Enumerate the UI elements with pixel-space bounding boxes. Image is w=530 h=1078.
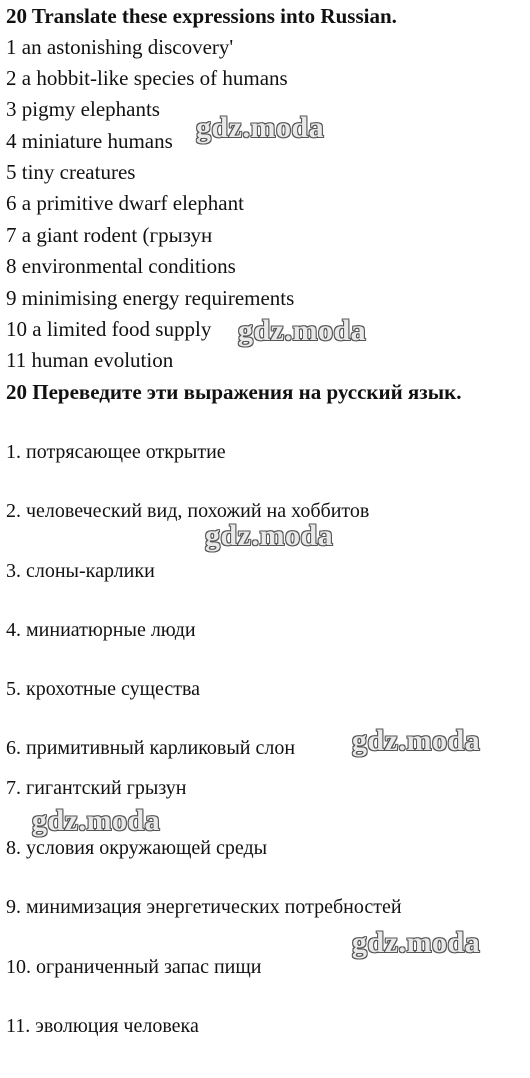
- russian-heading: 20 Переведите эти выражения на русский язык.: [6, 380, 462, 404]
- english-heading: 20 Translate these expressions into Russian.: [6, 4, 397, 28]
- russian-item-1: 1. потрясающее открытие: [6, 441, 226, 463]
- russian-item-4: 4. миниатюрные люди: [6, 619, 196, 641]
- english-item-8: 8 environmental conditions: [6, 254, 236, 278]
- english-item-11: 11 human evolution: [6, 348, 174, 372]
- english-item-3: 3 pigmy elephants: [6, 97, 160, 121]
- russian-item-8: 8. условия окружающей среды: [6, 837, 268, 859]
- russian-item-11: 11. эволюция человека: [6, 1015, 199, 1037]
- russian-item-5: 5. крохотные существа: [6, 678, 201, 700]
- russian-item-3: 3. слоны-карлики: [6, 560, 155, 582]
- english-item-6: 6 a primitive dwarf elephant: [6, 191, 244, 215]
- watermark: gdz.moda: [352, 926, 481, 959]
- watermark: gdz.moda: [32, 804, 161, 837]
- english-item-5: 5 tiny creatures: [6, 160, 136, 184]
- russian-item-6: 6. примитивный карликовый слон: [6, 737, 296, 759]
- russian-item-7: 7. гигантский грызун: [6, 777, 187, 799]
- watermark: gdz.moda: [238, 314, 367, 347]
- watermark: gdz.moda: [205, 519, 334, 552]
- english-item-9: 9 minimising energy requirements: [6, 286, 295, 310]
- english-item-2: 2 a hobbit-like species of humans: [6, 66, 288, 90]
- russian-item-10: 10. ограниченный запас пищи: [6, 956, 262, 978]
- watermark: gdz.moda: [196, 111, 325, 144]
- russian-item-2: 2. человеческий вид, похожий на хоббитов: [6, 500, 370, 522]
- watermark: gdz.moda: [352, 724, 481, 757]
- english-item-1: 1 an astonishing discovery': [6, 35, 234, 59]
- english-item-10: 10 a limited food supply: [6, 317, 212, 341]
- english-item-7: 7 a giant rodent (грызун: [6, 223, 213, 247]
- english-item-4: 4 miniature humans: [6, 129, 173, 153]
- russian-item-9: 9. минимизация энергетических потребностей: [6, 896, 402, 918]
